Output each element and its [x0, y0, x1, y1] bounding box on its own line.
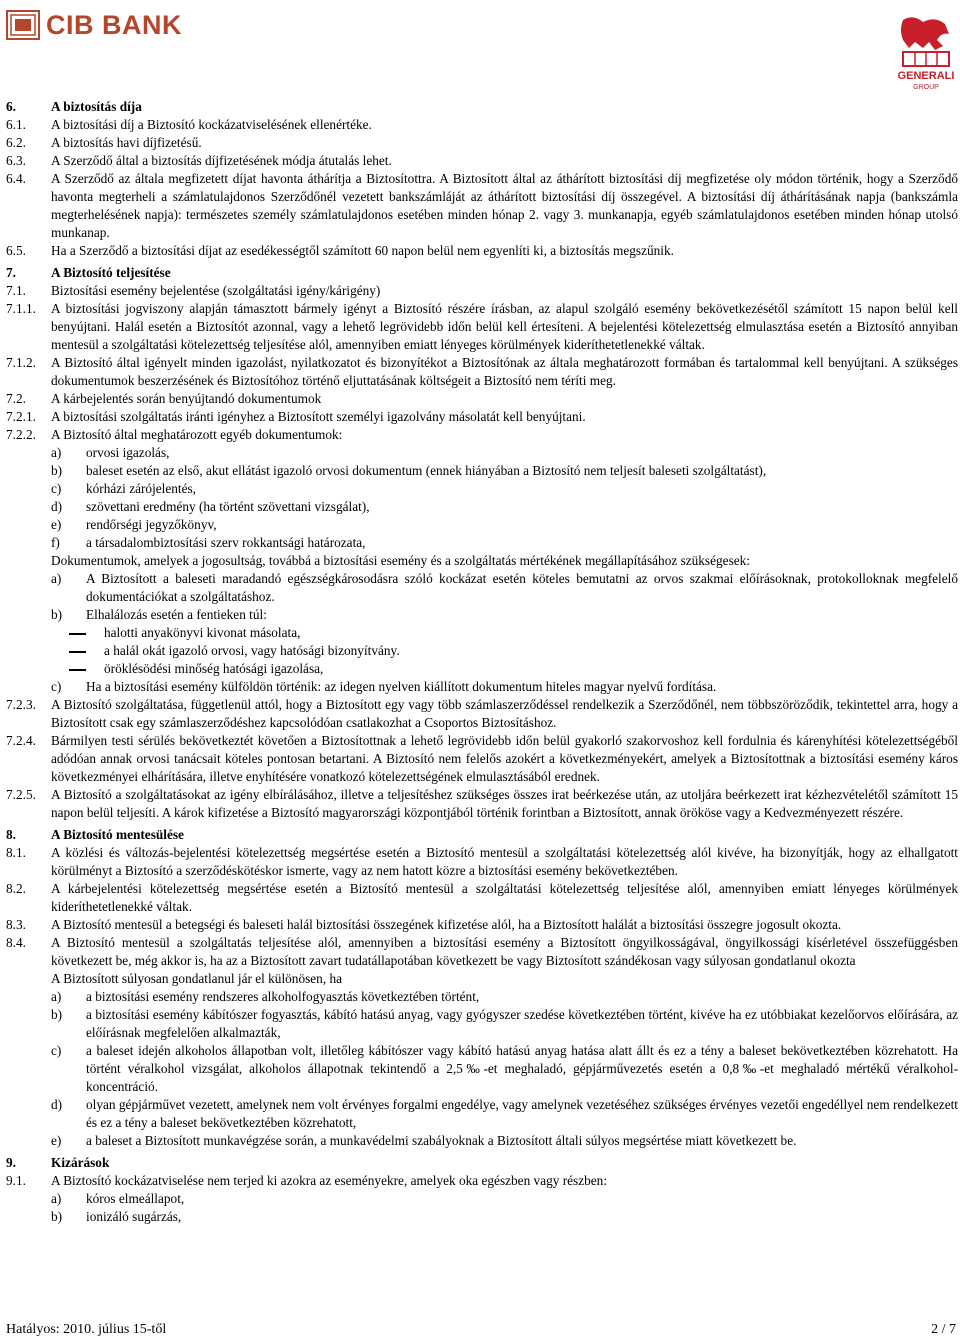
list-text: a biztosítási esemény kábítószer fogyasztás, kábító hatású anyag, vagy gyógyszer szedése következtében történt, kivéve ha ez utóbbiakat kezelőorvos előírására, az előírásnak megfelelően alkalmazták, — [86, 1007, 958, 1040]
list-letter: d) — [51, 1097, 63, 1112]
generali-lion-icon — [895, 12, 957, 92]
clause-text: A Szerződő az általa megfizetett díjat havonta áthárítja a Biztosítottra. A Biztosított által az áthárított biztosítási díj megfizetése oly módon történik, hogy a Szerződő havonta megterheli a számlatulajdonos Szerződőnél vezetett bankszámláját az áthárított biztosítási díj összegével. A biztosítási díj áthárításának napja (bankszámla megterhelésének napja): természetes személy számlatulajdonos esetében minden hónap 2. vagy 3. munkanapja, egyéb számlatulajdonos esetében minden hónap utolsó munkanap. — [51, 171, 958, 240]
clause-text: A Biztosító teljesítése — [51, 265, 171, 280]
clause-number: 9. — [6, 1155, 16, 1170]
dash-item — [6, 660, 958, 678]
list-item — [6, 1042, 958, 1096]
list-letter: a) — [51, 571, 62, 586]
clause-text: A Biztosító mentesül a szolgáltatás teljesítése alól, amennyiben a biztosítási esemény a Biztosított öngyilkosságával, öngyilkossági kísérletével összefüggésben következett be, még akkor is, ha az a Biztosított zavart tudatállapotában következett be vagy Biztosított szándékosan vagy súlyosan gondatlanul okozta — [51, 935, 958, 968]
clause — [6, 880, 958, 916]
list-item — [6, 534, 958, 552]
clause-number: 8.3. — [6, 917, 26, 932]
list-text: Elhalálozás esetén a fentieken túl: — [86, 607, 267, 622]
list-letter: c) — [51, 481, 62, 496]
clause — [6, 300, 958, 354]
clause — [6, 390, 958, 408]
clause-number: 9.1. — [6, 1173, 26, 1188]
clause — [6, 354, 958, 390]
clause-text: Bármilyen testi sérülés bekövetkeztét követően a Biztosítottnak a lehető legrövidebb időn belül gyakorló szakorvoshoz kell fordulnia és kárenyhítési kötelezettségéből adódóan annak orvosi tanácsait köteles pontosan betartani. A Biztosító nem felelős azokért a következményekért, amelyek a Biztosítottnak a biztosítási esemény káros következményei elhárítására, illetve enyhítésére vonatkozó kötelezettségének elmulasztásából erednek. — [51, 733, 958, 784]
dash-item — [6, 642, 958, 660]
clause-text: Kizárások — [51, 1155, 110, 1170]
clause-text: Biztosítási esemény bejelentése (szolgáltatási igény/kárigény) — [51, 283, 381, 298]
clause-number: 8.2. — [6, 881, 26, 896]
clause-number: 6.5. — [6, 243, 26, 258]
clause-text: A biztosítás díja — [51, 99, 142, 114]
section-heading — [6, 1154, 958, 1172]
clause-number: 7.1.2. — [6, 355, 36, 370]
clause-number: 7.2.3. — [6, 697, 36, 712]
clause-number: 6.1. — [6, 117, 26, 132]
clause-text: A közlési és változás-bejelentési kötelezettség megsértése esetén a Biztosító mentesül a szolgáltatási kötelezettség alól kivéve, ha bizonyítják, hogy az elhallgatott körülményt a Biztosító a szerződéskötéskor ismerte, vagy az nem hatott közre a biztosítási esemény bekövetkeztében. — [51, 845, 958, 878]
clause-number: 8.4. — [6, 935, 26, 950]
clause — [6, 134, 958, 152]
list-letter: d) — [51, 499, 63, 514]
list-letter: c) — [51, 1043, 62, 1058]
effective-date: Hatályos: 2010. július 15-től — [6, 1322, 167, 1337]
clause-text: A Szerződő által a biztosítás díjfizetésének módja átutalás lehet. — [51, 153, 392, 168]
clause-text: A Biztosító által igényelt minden igazolást, nyilatkozatot és bizonyítékot a Biztosítónak az általa meghatározott formában és tartalommal kell benyújtani. A szükséges dokumentumok beszerzésének és Biztosítóhoz történő eljuttatásának költségeit a Biztosító nem téríti meg. — [51, 355, 958, 388]
clause-number: 6.2. — [6, 135, 26, 150]
clause-text: A biztosítási díj a Biztosító kockázatviselésének ellenértéke. — [51, 117, 372, 132]
list-text: A Biztosított a baleseti maradandó egészségkárosodásra szóló kockázat esetén köteles bemutatni az orvos szakmai előírásoknak, protokolloknak megfelelő dokumentációkat a szolgáltatáshoz. — [86, 571, 958, 604]
list-letter: b) — [51, 607, 63, 622]
generali-group: GROUP — [913, 84, 939, 91]
list-item — [6, 606, 958, 624]
page-number: 2 / 7 — [931, 1322, 956, 1337]
clause-number: 7.2.2. — [6, 427, 36, 442]
dash-text: öröklésödési minőség hatósági igazolása, — [104, 661, 324, 676]
list-letter: a) — [51, 989, 62, 1004]
list-item — [6, 498, 958, 516]
list-item — [6, 1006, 958, 1042]
dash-bullet-icon — [66, 642, 104, 660]
dash-item — [6, 624, 958, 642]
list-text: kóros elmeállapot, — [86, 1191, 185, 1206]
clause-text: Ha a Szerződő a biztosítási díjat az esedékességtől számított 60 napon belül nem egyenlíti ki, a biztosítás megszűnik. — [51, 243, 674, 258]
list-text: baleset esetén az első, akut ellátást igazoló orvosi dokumentum (ennek hiányában a Biztosító nem teljesít baleseti szolgáltatást), — [86, 463, 767, 478]
clause-text: A biztosítás havi díjfizetésű. — [51, 135, 202, 150]
section-heading — [6, 264, 958, 282]
list-item — [6, 480, 958, 498]
dash-text: a halál okát igazoló orvosi, vagy hatósági bizonyítvány. — [104, 643, 400, 658]
clause-text: A Biztosító mentesülése — [51, 827, 184, 842]
clause — [6, 282, 958, 300]
clause-text: A Biztosító a szolgáltatásokat az igény elbírálásához, illetve a teljesítéshez szükséges összes irat beérkezése után, az utoljára beérkezett irat kézhezvételétől számított 15 napon belül teljesíti. A károk kifizetése a Biztosító magyarországi központjából történik forintban a Biztosított, annak örököse vagy a Kedvezményezett részére. — [51, 787, 958, 820]
clause-number: 7.2.5. — [6, 787, 36, 802]
clause-number: 7.1. — [6, 283, 26, 298]
paragraph: A Biztosított súlyosan gondatlanul jár el különösen, ha — [51, 971, 343, 986]
clause — [6, 844, 958, 880]
list-letter: b) — [51, 1209, 63, 1224]
dash-bullet-icon — [66, 660, 104, 678]
generali-name: GENERALI — [897, 70, 955, 82]
list-text: ionizáló sugárzás, — [86, 1209, 182, 1224]
list-text: a baleset a Biztosított munkavégzése során, a munkavédelmi szabályoknak a Biztosított általi súlyos megsértése miatt következett be. — [86, 1133, 797, 1148]
list-letter: a) — [51, 1191, 62, 1206]
list-text: olyan gépjárművet vezetett, amelynek nem volt érvényes forgalmi engedélye, vagy amelynek vezetéséhez szükséges érvényes vezetői engedéllyel nem rendelkezett és ez a tény a baleset bekövetkeztében közrehatott, — [86, 1097, 958, 1130]
clause-text: A Biztosító szolgáltatása, függetlenül attól, hogy a Biztosított egy vagy több számlaszerződéssel rendelkezik a Szerződőnél, nem többszöröződik, tekintettel arra, hogy a Biztosított csak egy számlaszerződéshez kapcsolódóan csatlakozhat a Csoportos Biztosításhoz. — [51, 697, 958, 730]
paragraph: Dokumentumok, amelyek a jogosultság, továbbá a biztosítási esemény és a szolgáltatás mértékének megállapításához szükségesek: — [51, 553, 750, 568]
clause — [6, 732, 958, 786]
list-item — [6, 516, 958, 534]
clause-number: 6.4. — [6, 171, 26, 186]
clause-number: 6. — [6, 99, 16, 114]
clause — [6, 170, 958, 242]
dash-text: halotti anyakönyvi kivonat másolata, — [104, 625, 301, 640]
list-item — [6, 1132, 958, 1150]
cib-logo-mark-icon — [6, 10, 40, 40]
list-letter: a) — [51, 445, 62, 460]
clause-text: A biztosítási szolgáltatás iránti igényhez a Biztosított személyi igazolvány másolatát kell benyújtani. — [51, 409, 586, 424]
clause-number: 7.2.4. — [6, 733, 36, 748]
list-text: Ha a biztosítási esemény külföldön történik: az idegen nyelven kiállított dokumentum hiteles magyar nyelvű fordítása. — [86, 679, 717, 694]
list-text: orvosi igazolás, — [86, 445, 170, 460]
clause — [6, 934, 958, 970]
clause-text: A kárbejelentési kötelezettség megsértése esetén a Biztosító mentesül a szolgáltatási kötelezettség teljesítése alól, amennyiben emiatt lényeges körülmények kideríthetetlenekké váltak. — [51, 881, 958, 914]
clause-number: 8. — [6, 827, 16, 842]
clause-text: A Biztosító kockázatviselése nem terjed ki azokra az eseményekre, amelyek oka egészben vagy részben: — [51, 1173, 608, 1188]
list-letter: e) — [51, 1133, 62, 1148]
generali-logo — [895, 12, 957, 92]
list-letter: e) — [51, 517, 62, 532]
clause-number: 7. — [6, 265, 16, 280]
list-text: rendőrségi jegyzőkönyv, — [86, 517, 217, 532]
list-text: szövettani eredmény (ha történt szövettani vizsgálat), — [86, 499, 370, 514]
list-item — [6, 1208, 958, 1226]
page-footer — [6, 1322, 956, 1338]
clause-text: A biztosítási jogviszony alapján támasztott bármely igényt a Biztosító részére írásban, az alapul szolgáló esemény bekövetkezésétől számított 15 napon belül kell benyújtani. Halál esetén a Biztosítót azonnal, vagy a lehető legrövidebb időn belül kell értesíteni. A bejelentési kötelezettség elmulasztása esetén a Biztosító annyiban mentesül a szolgáltatási kötelezettség teljesítése alól, amennyiben emiatt lényeges körülmények kideríthetetlenekké váltak. — [51, 301, 958, 352]
clause — [6, 152, 958, 170]
list-item — [6, 988, 958, 1006]
clause — [6, 1172, 958, 1190]
clause-number: 7.2. — [6, 391, 26, 406]
list-item — [6, 1096, 958, 1132]
list-text: a biztosítási esemény rendszeres alkoholfogyasztás következtében történt, — [86, 989, 480, 1004]
cib-bank-logo — [6, 8, 182, 42]
list-letter: b) — [51, 463, 63, 478]
clause-number: 7.2.1. — [6, 409, 36, 424]
list-text: kórházi zárójelentés, — [86, 481, 197, 496]
list-item — [6, 444, 958, 462]
clause — [6, 116, 958, 134]
clause — [6, 426, 958, 444]
list-text: a társadalombiztosítási szerv rokkantsági határozata, — [86, 535, 366, 550]
clause — [6, 916, 958, 934]
list-item — [6, 462, 958, 480]
clause-number: 6.3. — [6, 153, 26, 168]
clause — [6, 242, 958, 260]
clause — [6, 786, 958, 822]
document-body — [6, 98, 958, 1226]
list-item — [6, 1190, 958, 1208]
clause-text: A Biztosító által meghatározott egyéb dokumentumok: — [51, 427, 343, 442]
clause — [6, 696, 958, 732]
list-text: a baleset idején alkoholos állapotban volt, illetőleg kábítószer vagy kábító hatású anyag hatása alatt állt és ez a tény a baleset bekövetkeztében közrehatott. Ha történt véralkohol vizsgálat, alkoholos állapotnak tekintendő a 2,5‰-et meghaladó, gépjárművezetés esetén a 0,8‰-et meghaladó mértékű véralkohol-koncentráció. — [86, 1043, 958, 1094]
clause-number: 8.1. — [6, 845, 26, 860]
clause-number: 7.1.1. — [6, 301, 36, 316]
bank-name: CIB BANK — [46, 9, 182, 40]
section-heading — [6, 826, 958, 844]
list-letter: c) — [51, 679, 62, 694]
clause-text: A Biztosító mentesül a betegségi és baleseti halál biztosítási összegének kifizetése alól, ha a Biztosított halálát a biztosítási összegre jogosult okozta. — [51, 917, 842, 932]
list-letter: f) — [51, 535, 60, 550]
list-item — [6, 570, 958, 606]
list-item — [6, 678, 958, 696]
clause-text: A kárbejelentés során benyújtandó dokumentumok — [51, 391, 322, 406]
section-heading — [6, 98, 958, 116]
clause — [6, 408, 958, 426]
dash-bullet-icon — [66, 624, 104, 642]
list-letter: b) — [51, 1007, 63, 1022]
